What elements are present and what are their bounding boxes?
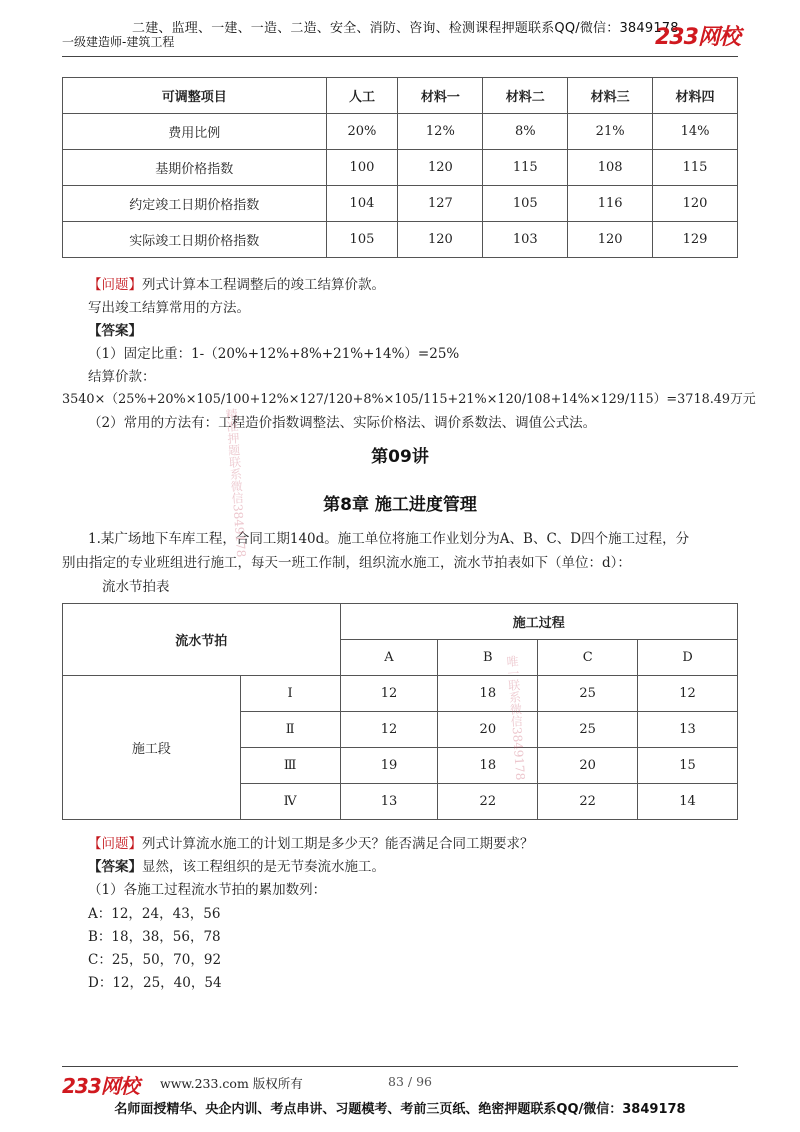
table-row — [63, 222, 738, 258]
table-cell: 21% — [568, 114, 653, 150]
table-cell: 20 — [438, 712, 538, 748]
table-cell: 116 — [568, 186, 653, 222]
answer-line: （1）各施工过程流水节拍的累加数列： — [88, 882, 327, 898]
table-cell: 108 — [568, 150, 653, 186]
table-cell: 13 — [340, 784, 438, 820]
table-cell: 100 — [326, 150, 398, 186]
table-cell: 8% — [483, 114, 568, 150]
table-cell: 费用比例 — [63, 114, 327, 150]
table-cell: 18 — [438, 748, 538, 784]
table-cell: 14 — [638, 784, 738, 820]
segment-label: Ⅰ — [240, 676, 340, 712]
process-header: 施工过程 — [340, 604, 737, 640]
question-tag: 【问题】 — [88, 836, 142, 852]
table-cell: 约定竣工日期价格指数 — [63, 186, 327, 222]
table-header-cell: 可调整项目 — [63, 78, 327, 114]
segment-label: Ⅱ — [240, 712, 340, 748]
table-cell: 25 — [538, 712, 638, 748]
problem-line: 1.某广场地下车库工程，合同工期140d。施工单位将施工作业划分为A、B、C、D四个施工过程，分 — [88, 531, 690, 547]
table-header-row — [63, 78, 738, 114]
table-cell: 129 — [653, 222, 738, 258]
table-cell: 120 — [653, 186, 738, 222]
table-cell: 103 — [483, 222, 568, 258]
process-label: B — [438, 640, 538, 676]
answer-2 — [88, 855, 385, 875]
site-logo[interactable]: 233网校 — [655, 25, 740, 50]
footer-promo: 名师面授精华、央企内训、考点串讲、习题模考、考前三页纸、绝密押题联系QQ/微信：3849178 — [114, 1102, 686, 1117]
table-cell: 20 — [538, 748, 638, 784]
table-cell: 12% — [398, 114, 483, 150]
table-cell: 115 — [483, 150, 568, 186]
question-2 — [88, 832, 534, 852]
table-cell: 20% — [326, 114, 398, 150]
price-index-table — [62, 77, 738, 258]
page-number: 83 / 96 — [388, 1074, 432, 1089]
flow-rhythm-table — [62, 603, 738, 820]
table-cell: 14% — [653, 114, 738, 150]
question-1 — [88, 273, 385, 293]
header-contact-line: 二建、监理、一建、一造、二造、安全、消防、咨询、检测课程押题联系QQ/微信：3849178 — [132, 21, 679, 36]
table-cell: 127 — [398, 186, 483, 222]
table-cell: 12 — [340, 676, 438, 712]
table-header-cell: 材料四 — [653, 78, 738, 114]
question-1-line2: 写出竣工结算常用的方法。 — [88, 300, 250, 316]
sequence-line: D：12，25，40，54 — [88, 975, 222, 991]
watermark: 精准押题联系微信3849178 — [223, 407, 249, 558]
table-cell: 13 — [638, 712, 738, 748]
table-cell: 120 — [398, 150, 483, 186]
footer-site[interactable]: www.233.com 版权所有 — [160, 1076, 303, 1091]
answer-text: 显然，该工程组织的是无节奏流水施工。 — [142, 859, 385, 875]
answer-tag: 【答案】 — [88, 859, 142, 875]
process-label: D — [638, 640, 738, 676]
answer-line: 结算价款： — [88, 369, 156, 385]
table-header-cell: 材料三 — [568, 78, 653, 114]
answer-line: （2）常用的方法有：工程造价指数调整法、实际价格法、调价系数法、调值公式法。 — [88, 415, 597, 431]
table-cell: 19 — [340, 748, 438, 784]
table-cell: 115 — [653, 150, 738, 186]
table-cell: 基期价格指数 — [63, 150, 327, 186]
table-cell: 15 — [638, 748, 738, 784]
table-cell: 实际竣工日期价格指数 — [63, 222, 327, 258]
question-text: 列式计算本工程调整后的竣工结算价款。 — [142, 277, 385, 293]
sequence-line: C：25，50，70，92 — [88, 952, 222, 968]
table-cell: 25 — [538, 676, 638, 712]
table-row — [63, 676, 738, 712]
segment-label: Ⅲ — [240, 748, 340, 784]
table-header-cell: 材料一 — [398, 78, 483, 114]
table-cell: 120 — [568, 222, 653, 258]
table-cell: 120 — [398, 222, 483, 258]
question-text: 列式计算流水施工的计划工期是多少天？能否满足合同工期要求？ — [142, 836, 534, 852]
header-divider — [62, 56, 738, 57]
answer-formula: 3540×（25%+20%×105/100+12%×127/120+8%×105/115+21%×120/108+14%×129/115）=3718.49万元 — [62, 392, 756, 407]
table-cell: 105 — [483, 186, 568, 222]
table-row — [63, 150, 738, 186]
table-header-row — [63, 604, 738, 640]
answer-tag: 【答案】 — [88, 323, 142, 339]
table-cell: 104 — [326, 186, 398, 222]
process-label: A — [340, 640, 438, 676]
process-label: C — [538, 640, 638, 676]
watermark: 唯一联系微信3849178 — [504, 654, 528, 781]
table-cell: 105 — [326, 222, 398, 258]
sequence-line: A：12，24，43，56 — [88, 906, 221, 922]
table-cell: 12 — [340, 712, 438, 748]
footer-divider — [62, 1066, 738, 1067]
sequence-line: B：18，38，56，78 — [88, 929, 221, 945]
table-cell: 12 — [638, 676, 738, 712]
section-label: 施工段 — [63, 676, 241, 820]
answer-line: （1）固定比重：1-（20%+12%+8%+21%+14%）=25% — [88, 346, 460, 362]
footer-logo[interactable]: 233网校 — [62, 1074, 139, 1098]
table-row — [63, 186, 738, 222]
table-cell: 22 — [538, 784, 638, 820]
lecture-title: 第09讲 — [371, 447, 429, 467]
table-caption: 流水节拍表 — [102, 579, 170, 595]
problem-line: 别由指定的专业班组进行施工，每天一班工作制，组织流水施工，流水节拍表如下（单位：d）： — [62, 555, 631, 571]
question-tag: 【问题】 — [88, 277, 142, 293]
table-cell: 18 — [438, 676, 538, 712]
corner-header: 流水节拍 — [63, 604, 341, 676]
table-header-cell: 人工 — [326, 78, 398, 114]
header-subject: 一级建造师-建筑工程 — [62, 35, 175, 49]
segment-label: Ⅳ — [240, 784, 340, 820]
table-header-cell: 材料二 — [483, 78, 568, 114]
chapter-title: 第8章 施工进度管理 — [323, 495, 477, 515]
table-cell: 22 — [438, 784, 538, 820]
table-row — [63, 114, 738, 150]
